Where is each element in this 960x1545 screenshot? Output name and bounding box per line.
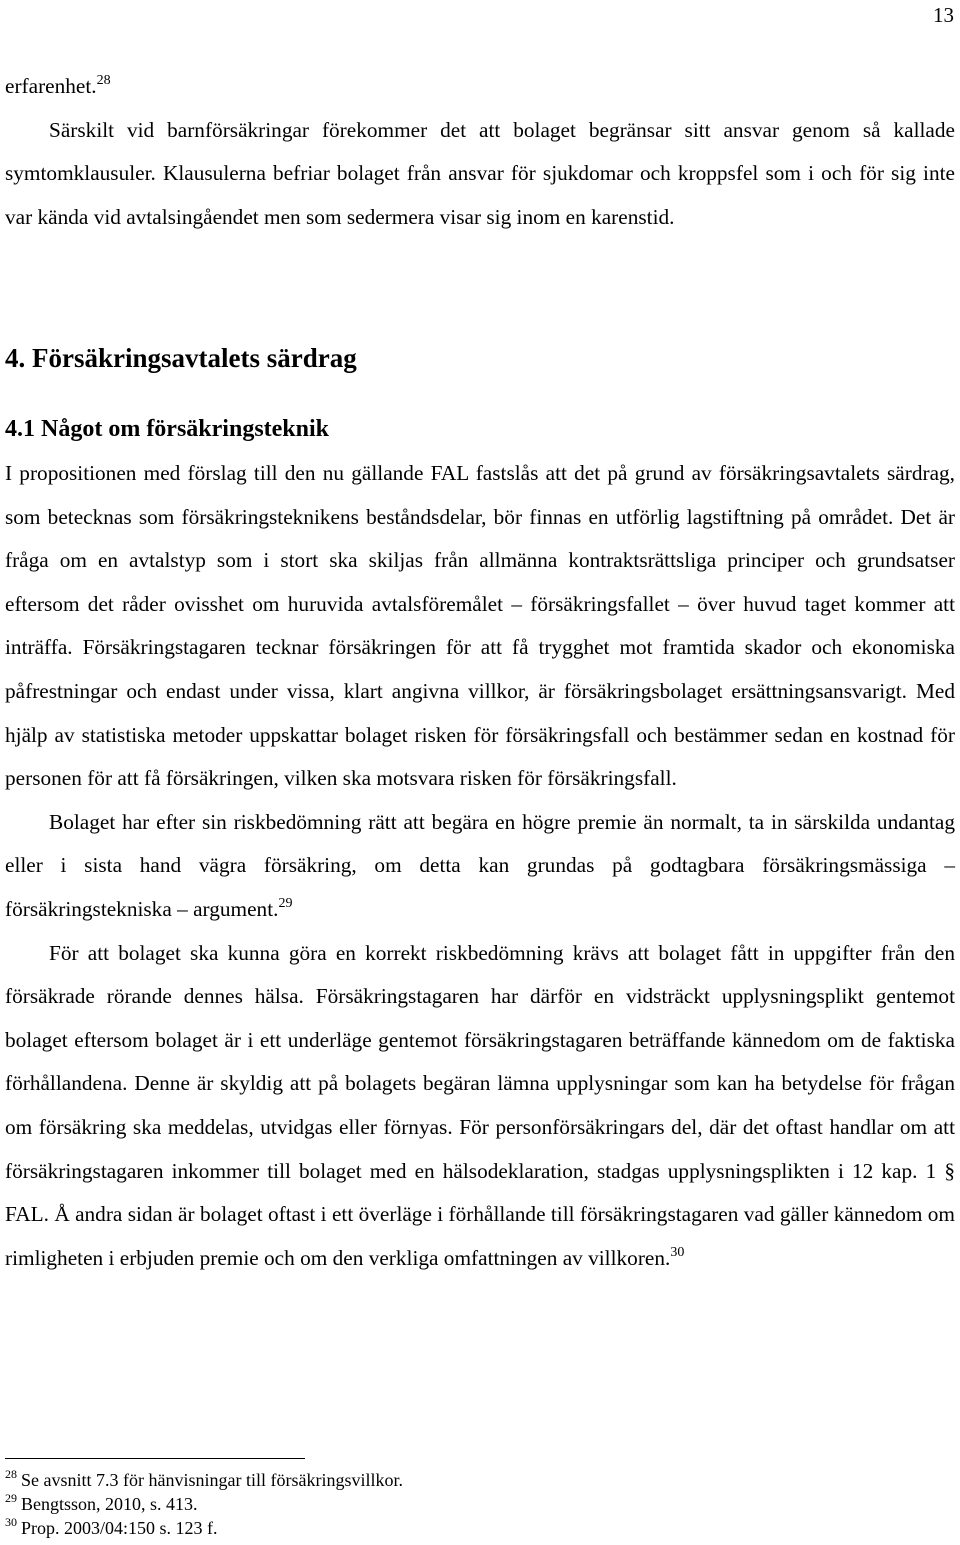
section-heading: 4. Försäkringsavtalets särdrag — [5, 343, 357, 373]
section-body — [5, 452, 955, 1280]
footnotes — [5, 1468, 905, 1540]
body-paragraph-2 — [5, 801, 955, 932]
footnote-ref-29[interactable]: 29 — [278, 895, 293, 911]
intro-block — [5, 65, 955, 239]
footnote-number: 29 — [5, 1491, 17, 1505]
footnote-ref-28[interactable]: 28 — [96, 73, 111, 88]
footnote-ref-30[interactable]: 30 — [670, 1244, 685, 1260]
body-paragraph-3-text: För att bolaget ska kunna göra en korrekt riskbedömning krävs att bolaget fått in uppgifter från den försäkrade rörande dennes hälsa. Försäkringstagaren har därför en vidsträckt upplysningsplikt gentemot bolaget eftersom bolaget är i ett underläge gentemot försäkringstagaren beträffande kännedom om de faktiska förhållandena. Denne är skyldig att på bolagets begäran lämna upplysningar som kan ha betydelse för frågan om försäkring ska meddelas, utvidgas eller förnyas. För personförsäkringars del, där det oftast handlar om att försäkringstagaren inkommer till bolaget med en hälsodeklaration, stadgas upplysningsplikten i 12 kap. 1 § FAL. Å andra sidan är bolaget oftast i ett överläge i förhållande till försäkringstagaren vad gäller kännedom om rimligheten i erbjuden premie och om den verkliga omfattningen av villkoren. — [5, 940, 955, 1270]
footnote-number: 28 — [5, 1467, 17, 1481]
footnote-number: 30 — [5, 1515, 17, 1529]
footnote-29 — [5, 1492, 905, 1516]
carryover-text: erfarenhet. — [5, 74, 97, 98]
body-paragraph-3 — [5, 932, 955, 1281]
page-number: 13 — [933, 3, 954, 27]
body-paragraph-2-text: Bolaget har efter sin riskbedömning rätt att begära en högre premie än normalt, ta in särskilda undantag eller i sista hand vägra försäkring, om detta kan grundas på godtagbara försäkringsmässiga – försäkringstekniska – argument. — [5, 809, 955, 921]
footnote-30 — [5, 1516, 905, 1540]
subsection-heading: 4.1 Något om försäkringsteknik — [5, 416, 330, 442]
body-paragraph-1: I propositionen med förslag till den nu gällande FAL fastslås att det på grund av försäkringsavtalets särdrag, som betecknas som försäkringsteknikens beståndsdelar, bör finnas en utförlig lagstiftning på området. Det är fråga om en avtalstyp som i stort ska skiljas från allmänna kontraktsrättsliga principer och grundsatser eftersom det råder ovisshet om huruvida avtalsföremålet – försäkringsfallet – över huvud taget kommer att inträffa. Försäkringstagaren tecknar försäkringen för att få trygghet mot framtida skador och ekonomiska påfrestningar och endast under vissa, klart angivna villkor, är försäkringsbolaget ersättningsansvarigt. Med hjälp av statistiska metoder uppskattar bolaget risken för försäkringsfall och bestämmer sedan en kostnad för personen för att få försäkringen, vilken ska motsvara risken för försäkringsfall. — [5, 461, 955, 791]
footnote-text: Prop. 2003/04:150 s. 123 f. — [21, 1518, 218, 1538]
footnote-separator — [5, 1458, 305, 1459]
footnote-text: Bengtsson, 2010, s. 413. — [21, 1494, 198, 1514]
carryover-line — [5, 65, 955, 109]
intro-paragraph: Särskilt vid barnförsäkringar förekommer det att bolaget begränsar sitt ansvar genom så kallade symtomklausuler. Klausulerna befriar bolaget från ansvar för sjukdomar och kroppsfel som i och för sig inte var kända vid avtalsingåendet men som sedermera visar sig inom en karenstid. — [5, 117, 955, 229]
footnote-text: Se avsnitt 7.3 för hänvisningar till försäkringsvillkor. — [21, 1470, 403, 1490]
footnote-28 — [5, 1468, 905, 1492]
